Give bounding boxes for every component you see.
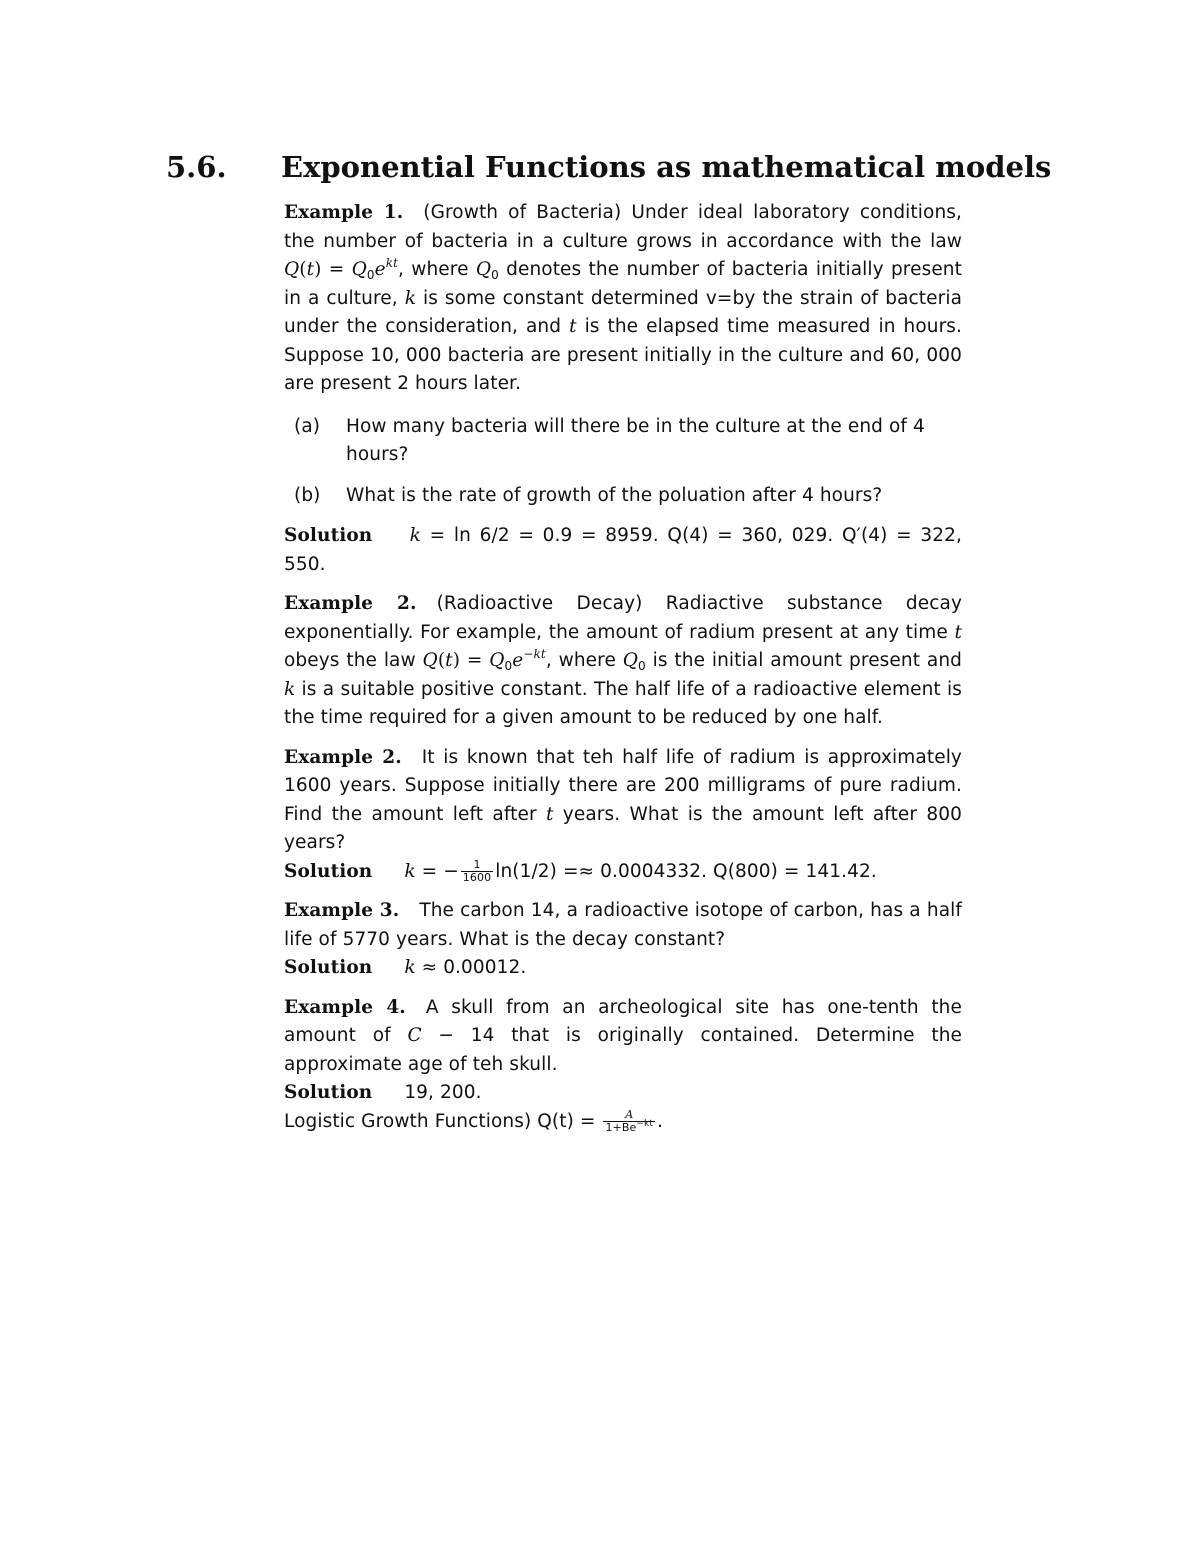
solution-4: Solution 19, 200. [284, 1082, 482, 1103]
question-list [294, 413, 962, 511]
solution-2: Solution k = − $\frac{1}{1600}$ ln(1/2) =≈ 0.0004332. Q(800) = 141.42. [284, 858, 877, 884]
example-2-radium: Example 2. It is known that teh half life of radium is approximately 1600 years. Suppose initially there are 200 milligrams of pure radium. Find the amount left after t years. What is the amount left after 800 years? [284, 746, 962, 853]
solution-1: Solution k = ln 6/2 = 0.9 = 8959. Q(4) = 360, 029. Q′(4) = 322, 550. [284, 525, 962, 575]
question-tag: (a) [294, 415, 321, 437]
example-label: Example 3. [284, 900, 400, 921]
solution-label: Solution [284, 957, 373, 978]
section-title: Exponential Functions as mathematical models [281, 150, 1052, 184]
document-body [284, 199, 962, 1136]
question-text: How many bacteria will there be in the culture at the end of 4 hours? [346, 415, 925, 465]
example-label: Example 1. [284, 202, 404, 223]
example-label: Example 2. [284, 746, 402, 768]
fraction: $\frac{1}{1600}$ [462, 858, 492, 884]
example-3: Example 3. The carbon 14, a radioactive isotope of carbon, has a half life of 5770 years. What is the decay constant? [284, 900, 962, 950]
question-b [294, 482, 962, 511]
solution-label: Solution [284, 1082, 373, 1103]
solution-label: Solution [284, 860, 373, 882]
question-a [294, 413, 962, 470]
question-text: What is the rate of growth of the poluation after 4 hours? [346, 484, 883, 506]
example-label: Example 2. [284, 593, 417, 614]
example-1: Example 1. (Growth of Bacteria) Under ideal laboratory conditions, the number of bacteria in a culture grows in accordance with the law $Q(t) = Q_0e^{kt}$, where $Q_0$ denotes the number of bacteria initially present in a culture, k is some constant determined v=by the strain of bacteria under the consideration, and t is the elapsed time measured in hours. Suppose 10, 000 bacteria are present initially in the culture and 60, 000 are present 2 hours later. [284, 202, 962, 394]
question-tag: (b) [294, 484, 321, 506]
section-heading [166, 150, 1051, 184]
logistic-growth-line: Logistic Growth Functions) Q(t) = $\frac{A}{1+Be^{-kt}}$ . [284, 1108, 663, 1134]
section-number: 5.6. [166, 150, 227, 184]
example-4: Example 4. A skull from an archeological site has one-tenth the amount of C − 14 that is originally contained. Determine the approximate age of teh skull. [284, 996, 963, 1075]
example-label: Example 4. [284, 996, 406, 1018]
solution-3: Solution k ≈ 0.00012. [284, 957, 527, 978]
example-2-decay: Example 2. (Radioactive Decay) Radiactive substance decay exponentially. For example, the amount of radium present at any time t obeys the law $Q(t) = Q_0e^{-kt}$, where $Q_0$ is the initial amount present and k is a suitable positive constant. The half life of a radioactive element is the time required for a given amount to be reduced by one half. [284, 593, 963, 728]
solution-label: Solution [284, 525, 373, 546]
fraction: $\frac{A}{1+Be^{-kt}}$ [605, 1108, 653, 1134]
